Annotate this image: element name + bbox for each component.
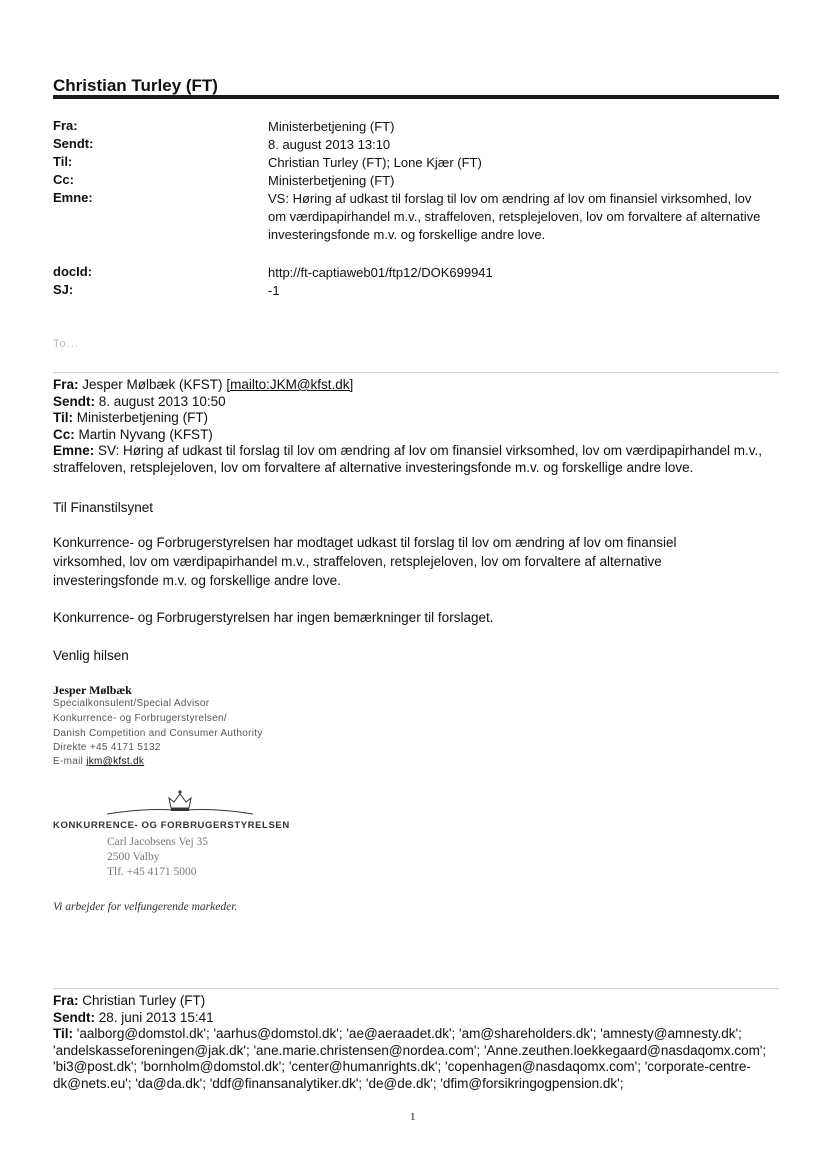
address-line-2: 2500 Valby bbox=[107, 851, 160, 863]
header-label-docid: docId: bbox=[53, 264, 92, 279]
signature-phone: Direkte +45 4171 5132 bbox=[53, 742, 161, 753]
header-value-docid: http://ft-captiaweb01/ftp12/DOK699941 bbox=[268, 265, 493, 280]
signature-name: Jesper Mølbæk bbox=[53, 683, 132, 697]
email1-cc-value: Martin Nyvang (KFST) bbox=[78, 426, 213, 442]
email1-closing: Venlig hilsen bbox=[53, 648, 129, 663]
page-number: 1 bbox=[410, 1111, 416, 1123]
crown-logo-icon bbox=[105, 788, 255, 818]
email1-greeting: Til Finanstilsynet bbox=[53, 500, 154, 515]
email1-paragraph-1: Konkurrence- og Forbrugerstyrelsen har modtaget udkast til forslag til lov om ændring af lov om finansiel virksomhed, lov om værdipapirhandel m.v., straffeloven, retsplejeloven, lov om forvaltere af alternative investeringsfonde m.v. og forskellige andre love. bbox=[53, 535, 677, 588]
header-label-sent: Sendt: bbox=[53, 136, 94, 151]
email2-to-label: Til: bbox=[53, 1026, 73, 1041]
header-label-cc: Cc: bbox=[53, 172, 74, 187]
email1-subject-value: SV: Høring af udkast til forslag til lov om ændring af lov om finansiel virksomhed, lov om værdipapirhandel m.v., straffeloven, retsplejeloven, lov om forvaltere af alternative investeringsfonde m.v. og forskellige andre love. bbox=[53, 443, 763, 475]
email1-header bbox=[53, 377, 783, 476]
email1-from-label: Fra: bbox=[53, 377, 79, 392]
header-label-from: Fra: bbox=[53, 118, 78, 133]
header-label-subject: Emne: bbox=[53, 190, 93, 205]
email1-sent-label: Sendt: bbox=[53, 393, 95, 409]
title-rule bbox=[53, 95, 779, 99]
email2-from-label: Fra: bbox=[53, 993, 79, 1008]
email1-subject-label: Emne: bbox=[53, 443, 95, 458]
address-line-1: Carl Jacobsens Vej 35 bbox=[107, 836, 209, 848]
scan-smudge-text: To... bbox=[53, 338, 79, 350]
header-label-to: Til: bbox=[53, 154, 73, 169]
email-separator-2 bbox=[53, 988, 779, 989]
document-title: Christian Turley (FT) bbox=[53, 76, 218, 95]
signature-title: Specialkonsulent/Special Advisor bbox=[53, 698, 210, 709]
email2-sent-label: Sendt: bbox=[53, 1009, 95, 1025]
email1-cc-label: Cc: bbox=[53, 426, 75, 442]
email1-sent-value: 8. august 2013 10:50 bbox=[98, 393, 226, 409]
signature-agency: Konkurrence- og Forbrugerstyrelsen/ bbox=[53, 713, 227, 724]
header-value-from: Ministerbetjening (FT) bbox=[268, 119, 395, 134]
email2-to-value: 'aalborg@domstol.dk'; 'aarhus@domstol.dk'; 'ae@aeraadet.dk'; 'am@shareholders.dk'; 'amnesty@amnesty.dk'; 'andelskasseforeningen@jak.dk'; 'ane.marie.christensen@nordea.com'; 'Anne.zeuthen.loekkegaard@nasdaqomx.com'; 'bi3@post.dk'; 'bornholm@domstol.dk'; 'center@humanrights.dk'; 'copenhagen@nasdaqomx.com'; 'corporate-centre-dk@nets.eu'; 'da@da.dk'; 'ddf@finansanalytiker.dk'; 'de@de.dk'; 'dfim@forsikringogpension.dk'; bbox=[53, 1026, 767, 1091]
organization-name: KONKURRENCE- OG FORBRUGERSTYRELSEN bbox=[53, 820, 290, 831]
header-value-sent: 8. august 2013 13:10 bbox=[268, 137, 391, 152]
header-label-sj: SJ: bbox=[53, 282, 74, 297]
signature-email-label: E-mail bbox=[53, 756, 84, 767]
email1-paragraph-2: Konkurrence- og Forbrugerstyrelsen har ingen bemærkninger til forslaget. bbox=[53, 610, 494, 625]
signature-email-row bbox=[53, 756, 144, 767]
header-value-sj: -1 bbox=[268, 283, 280, 298]
email1-to-label: Til: bbox=[53, 410, 73, 425]
email-separator bbox=[53, 372, 779, 373]
address-line-3: Tlf. +45 4171 5000 bbox=[107, 866, 197, 878]
email2-from-value: Christian Turley (FT) bbox=[82, 993, 206, 1008]
header-value-cc: Ministerbetjening (FT) bbox=[268, 173, 395, 188]
header-value-to: Christian Turley (FT); Lone Kjær (FT) bbox=[268, 155, 482, 170]
signature-email-link[interactable]: jkm@kfst.dk bbox=[86, 756, 145, 767]
email1-from-value: Jesper Mølbæk (KFST) bbox=[82, 377, 223, 392]
email2-header bbox=[53, 993, 781, 1092]
email1-mailto-link[interactable]: [mailto:JKM@kfst.dk] bbox=[226, 377, 354, 392]
email2-sent-value: 28. juni 2013 15:41 bbox=[98, 1009, 214, 1025]
signature-agency-en: Danish Competition and Consumer Authority bbox=[53, 728, 263, 739]
organization-motto: Vi arbejder for velfungerende markeder. bbox=[53, 901, 238, 913]
header-value-subject: VS: Høring af udkast til forslag til lov om ændring af lov om finansiel virksomhed, lov om værdipapirhandel m.v., straffeloven, retsplejeloven, lov om forvaltere af alternative investeringsfonde m.v. og forskellige andre love. bbox=[268, 191, 761, 242]
email1-to-value: Ministerbetjening (FT) bbox=[76, 410, 209, 425]
